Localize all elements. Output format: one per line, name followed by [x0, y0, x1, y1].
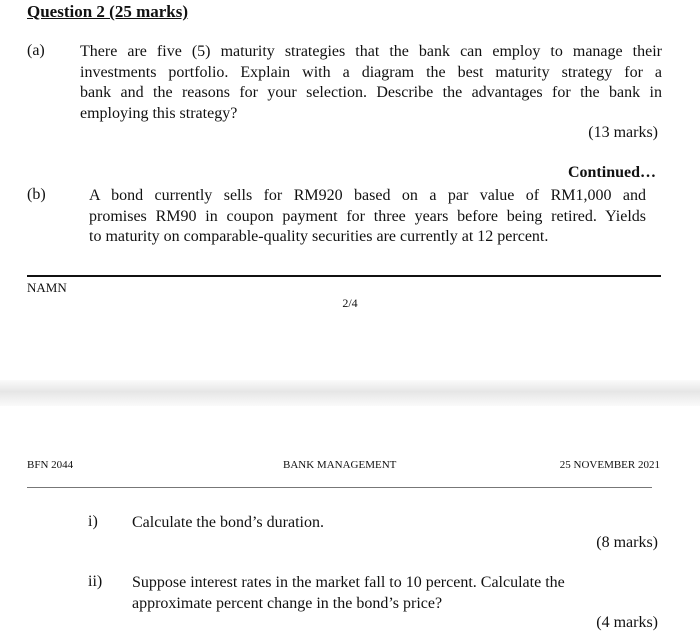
footer-rule	[27, 275, 661, 277]
sub-ii-line: approximate percent change in the bond’s price?	[132, 594, 443, 612]
question-title: Question 2 (25 marks)	[27, 2, 189, 21]
part-a-line: investments portfolio. Explain with a diagram the best maturity strategy for a	[80, 63, 662, 81]
part-a-label: (a)	[27, 42, 45, 59]
part-b-line: A bond currently sells for RM920 based on a par value of RM1,000 and	[89, 187, 646, 204]
page-break	[0, 380, 700, 406]
part-a-text	[80, 42, 662, 124]
part-a-line: There are five (5) maturity strategies that the bank can employ to manage their	[80, 43, 662, 60]
part-b-line: to maturity on comparable-quality securities are currently at 12 percent.	[89, 228, 549, 245]
footer-name: NAMN	[27, 280, 67, 295]
part-a-line: bank and the reasons for your selection. Describe the advantages for the bank in	[80, 84, 662, 101]
sub-i-marks: (8 marks)	[596, 534, 658, 551]
sub-i-label: i)	[88, 513, 98, 530]
part-a-marks: (13 marks)	[588, 124, 658, 141]
sub-ii-line: Suppose interest rates in the market fall to 10 percent. Calculate the	[132, 574, 565, 591]
header-course-name: BANK MANAGEMENT	[283, 459, 397, 471]
page-number: 2/4	[342, 296, 358, 310]
part-b-label: (b)	[27, 186, 46, 203]
part-b-line: promises RM90 in coupon payment for three years before being retired. Yields	[89, 207, 646, 225]
sub-i-text: Calculate the bond’s duration.	[132, 514, 324, 531]
header-course-code: BFN 2044	[27, 459, 74, 471]
header-date: 25 NOVEMBER 2021	[559, 459, 660, 471]
sub-ii-marks: (4 marks)	[596, 614, 658, 631]
part-a-line: employing this strategy?	[80, 104, 238, 122]
sub-ii-text	[132, 573, 632, 614]
sub-ii-label: ii)	[88, 573, 103, 590]
header-rule	[27, 487, 652, 488]
part-b-text	[89, 186, 646, 248]
continued-label: Continued…	[567, 164, 656, 181]
